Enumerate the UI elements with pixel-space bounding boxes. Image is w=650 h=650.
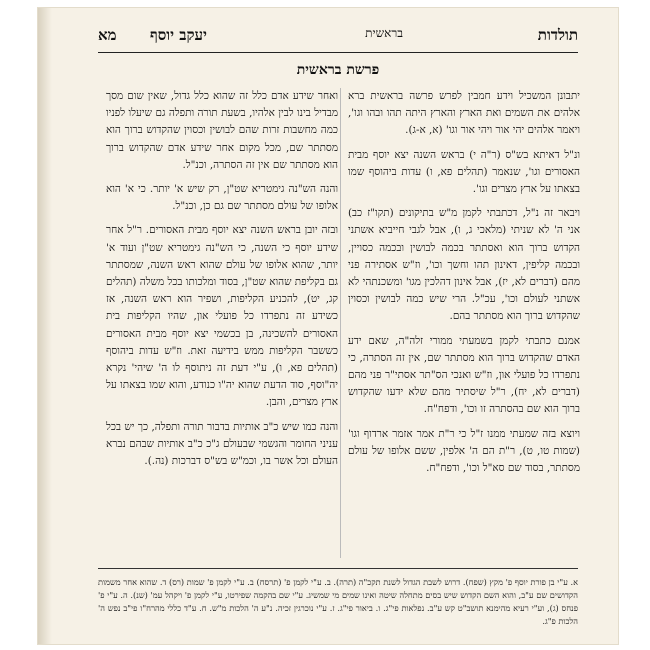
footnote-rule xyxy=(98,568,578,569)
column-divider xyxy=(340,88,341,558)
text-column-left xyxy=(106,88,338,477)
paragraph: ואחר שידע אדם כלל זה שהוא כלל גדול, שאין שום מסך מבדיל בינו לבין אלהיו, בשעת תורה ותפלה גם שיעלו לפניו כמה מחשבות זרות שהם לבושין וכסוין שהקדוש ברוך הוא מסתתר שם, מכל מקום אחר שידע אדם שהקדוש ברוך הוא מסתתר שם אין זה הסתרה, וכנ"ל. xyxy=(106,90,338,171)
paragraph: ויבאר זה נ"ל, דכתבתי לקמן מ"ש בתיקונים (תקו"ז כב) אני ה' לא שניתי (מלאכי ג, ו), אבל לגבי חייביא אשתני הקדוש ברוך הוא ואסתתר בכמה לבושין ובכמה כסויין, ובכמה קליפין, דאינון תהו וחשך וכו', וז"ש אסתירה פני מהם (דברים לא, יז), אבל אינון דהלכין מגו' ומשכנתהי לא אשתני לעולם וכו', עכ"ל. הרי שיש כמה לבושין וכסוין שהקדוש ברוך הוא מסתתר בהם. xyxy=(348,207,580,323)
page-gutter-shadow xyxy=(38,8,52,644)
paragraph: והנה הש"נה גימטריא שט"ן, רק שיש א' יותר. כי א' הוא אלופו של עולם מסתתר שם גם כן, וכנ"ל. xyxy=(106,183,338,213)
footnotes: א. ע"י בן פורת יוסף פ' מקץ (שפח). דרוש לשבת הגדול לשנת תקכ"ה (תרה). ב. ע"י לקמן פ' (תרסח) ב. ע"י לקמן פ' שמות (רס) ד. שהוא אחר משמות הקדושים שם ע"ב, והוא השם הקדוש שיש בסים מתחלה שיטה ואינו שמים מי שמשיג. ע"י שם בהקמה שפירטו, ע"י לקמן פ' ויקהל עמ' (שנ). ה. ע"י פ' פנחס (ג), וע"י רעיא מהימנא תושב"ט קש ע"ב. נפלאות פי"ג. ו. ביאור פי"ג. ז. ע"י נוכרגין זכיה. נ"ע ה' הלכות מ"ש. ח. ע"ד כללי מהרח"ו פי"ב נפש ה' הלכות פ"ג. xyxy=(98,577,578,626)
paragraph: יתבונן המשכיל וידע חמבין לפרש פרשה בראשית ברא אלהים את השמים ואת הארץ והארץ היתה תהו ובהו וגו', ויאמר אלהים יהי אור ויהי אור וגו' (א, א-ג). xyxy=(348,90,580,137)
header-rule xyxy=(98,52,578,53)
running-head-book-title: תולדות xyxy=(537,26,578,44)
running-head-section: בראשית xyxy=(365,26,403,40)
paragraph: והנה כמו שיש כ"ב אותיות בדבור תורה ותפלה, כך יש בכל עניני החומר והגשמי שבעולם ג"כ כ"ב אותיות שבהם נברא העולם וכל אשר בו, וכמ"ש בש"ס דברכות (נה.). xyxy=(106,420,338,468)
paragraph: ובזה יובן בראש השנה יצא יוסף מבית האסורים. ר"ל אחר שידע יוסף כי השנה, כי הש"נה גימטריא שט"ן ועוד א' יותר, שהוא אלופו של עולם שהוא ראש השנה, שמסתתר גם בקליפת שהוא שט"ן, בסוד ומלכותו בכל משלה (תהלים קג, יט), להכניע הקליפות, ושפיר הוא ראש השנה, אז כשידע זה נתפרדו כל פועלי און, שהיו הקליפות בית האסורים להשכינה, בן בכשמי יצא יוסף מבית האסורים כששבר הקליפות ממש בידיעה זאת. וז"ש עדות ביהוסף (תהלים פא, ו), ע"י דעת זה ניתוסף לו ה' שיהי' נקרא יה"וסף, סוד הדעת שהוא יה"ו כנודע, והוא שמו בצאתו על ארץ מצרים, והבן. xyxy=(106,224,338,409)
parasha-title: פרשת בראשית xyxy=(296,62,380,78)
running-head xyxy=(98,26,578,48)
text-column-right xyxy=(348,88,580,484)
paragraph: אמנם כתבתי לקמן בשמעתי ממורי זלה"ה, שאם ידע האדם שהקדוש ברוך הוא מסתתר שם, אין זה הסתרה, כי נתפרדו כל פועלי און, וז"ש ואנכי הס"תר אסתי"ר פני מהם (דברים לא, יח), ר"ל שיסתיר מהם שלא ידעו שהקדוש ברוך הוא שם בהסתרה זו וכו', ודפח"ח. xyxy=(348,334,580,416)
paragraph: ויוצא בזה שמעתי ממנו ז"ל כי ר"ת אמר אזמר ארדוף וגו' (שמות טו, ט), ר"ת הם ה' אלפין, ששם אלופו של עולם מסתתר, בסוד שם סא"ל וכו', ודפח"ח. xyxy=(348,427,580,475)
running-head-author-title: יעקב יוסף xyxy=(150,26,207,44)
book-page xyxy=(38,8,618,644)
page-number: מא xyxy=(98,26,117,44)
paragraph: ונ"ל דאיתא בש"ס (ר"ה י) בראש השנה יצא יוסף מבית האסורים וגו', שנאמר (תהלים פא, ו) עדות ביהוסף שמו בצאתו על ארץ מצרים וגו'. xyxy=(348,148,580,196)
